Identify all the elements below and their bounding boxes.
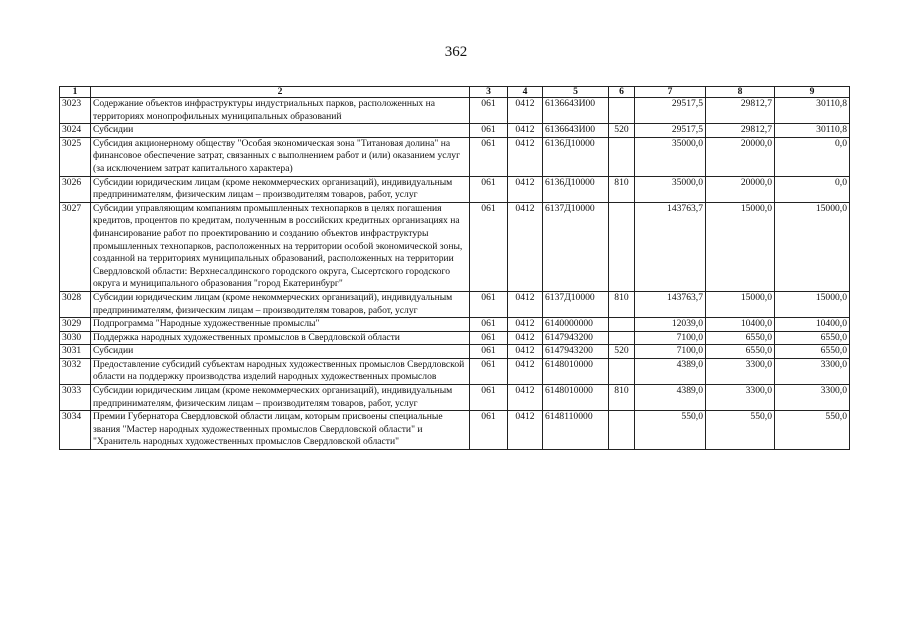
row-number: 3027	[60, 202, 91, 291]
table-row	[60, 318, 850, 332]
section-code: 0412	[508, 411, 543, 450]
row-number: 3033	[60, 385, 91, 411]
amount-col8: 29812,7	[706, 98, 775, 124]
column-header: 6	[609, 87, 635, 98]
section-code: 0412	[508, 202, 543, 291]
ministry-code: 061	[470, 411, 508, 450]
item-name: Поддержка народных художественных промыслов в Свердловской области	[91, 331, 470, 345]
amount-col7: 4389,0	[635, 358, 706, 384]
expense-type-code	[609, 358, 635, 384]
ministry-code: 061	[470, 318, 508, 332]
column-header: 9	[775, 87, 850, 98]
amount-col7: 143763,7	[635, 291, 706, 317]
ministry-code: 061	[470, 176, 508, 202]
target-article-code: 6136643И00	[543, 98, 609, 124]
target-article-code: 6148010000	[543, 385, 609, 411]
expense-type-code	[609, 202, 635, 291]
column-header: 2	[91, 87, 470, 98]
item-name: Субсидии юридическим лицам (кроме некоммерческих организаций), индивидуальным предпринимателям, физическим лицам – производителям товаров, работ, услуг	[91, 385, 470, 411]
amount-col8: 6550,0	[706, 331, 775, 345]
table-row	[60, 291, 850, 317]
row-number: 3030	[60, 331, 91, 345]
amount-col8: 29812,7	[706, 124, 775, 138]
target-article-code: 6148110000	[543, 411, 609, 450]
column-header: 3	[470, 87, 508, 98]
column-header: 1	[60, 87, 91, 98]
expense-type-code: 520	[609, 345, 635, 359]
row-number: 3034	[60, 411, 91, 450]
expense-type-code	[609, 331, 635, 345]
section-code: 0412	[508, 137, 543, 176]
ministry-code: 061	[470, 291, 508, 317]
ministry-code: 061	[470, 331, 508, 345]
target-article-code: 6148010000	[543, 358, 609, 384]
amount-col9: 30110,8	[775, 98, 850, 124]
amount-col9: 3300,0	[775, 385, 850, 411]
row-number: 3032	[60, 358, 91, 384]
amount-col9: 0,0	[775, 176, 850, 202]
item-name: Субсидии	[91, 345, 470, 359]
section-code: 0412	[508, 98, 543, 124]
amount-col8: 15000,0	[706, 291, 775, 317]
amount-col7: 143763,7	[635, 202, 706, 291]
amount-col9: 10400,0	[775, 318, 850, 332]
amount-col7: 35000,0	[635, 176, 706, 202]
budget-table	[59, 86, 850, 450]
item-name: Субсидии управляющим компаниям промышленных технопарков в целях погашения кредитов, процентов по кредитам, полученным в российских кредитных организациях на финансирование работ по проектированию и созданию объектов инфраструктуры промышленных технопарков, расположенных на территории особой экономической зоны, созданной на территориях муниципальных образований, расположенных на территории Свердловской области: Верхнесалдинского городского округа, Сысертского городского округа и муниципального образования "город Екатеринбург"	[91, 202, 470, 291]
table-row	[60, 358, 850, 384]
expense-type-code: 810	[609, 176, 635, 202]
amount-col7: 4389,0	[635, 385, 706, 411]
item-name: Премии Губернатора Свердловской области лицам, которым присвоены специальные звания "Мастер народных художественных промыслов Свердловской области" и "Хранитель народных художественных промыслов Свердловской области"	[91, 411, 470, 450]
item-name: Субсидии	[91, 124, 470, 138]
ministry-code: 061	[470, 137, 508, 176]
section-code: 0412	[508, 385, 543, 411]
column-header: 5	[543, 87, 609, 98]
item-name: Предоставление субсидий субъектам народных художественных промыслов Свердловской области на поддержку производства изделий народных художественных промыслов	[91, 358, 470, 384]
item-name: Подпрограмма "Народные художественные промыслы"	[91, 318, 470, 332]
row-number: 3029	[60, 318, 91, 332]
table-row	[60, 98, 850, 124]
expense-type-code	[609, 318, 635, 332]
table-row	[60, 331, 850, 345]
table-row	[60, 202, 850, 291]
ministry-code: 061	[470, 202, 508, 291]
item-name: Субсидии юридическим лицам (кроме некоммерческих организаций), индивидуальным предпринимателям, физическим лицам – производителям товаров, работ, услуг	[91, 291, 470, 317]
item-name: Содержание объектов инфраструктуры индустриальных парков, расположенных на территориях монопрофильных муниципальных образований	[91, 98, 470, 124]
amount-col8: 3300,0	[706, 385, 775, 411]
expense-type-code	[609, 411, 635, 450]
expense-type-code: 520	[609, 124, 635, 138]
amount-col7: 7100,0	[635, 345, 706, 359]
amount-col9: 15000,0	[775, 202, 850, 291]
table-row	[60, 176, 850, 202]
section-code: 0412	[508, 291, 543, 317]
expense-type-code	[609, 98, 635, 124]
amount-col9: 6550,0	[775, 345, 850, 359]
section-code: 0412	[508, 358, 543, 384]
row-number: 3026	[60, 176, 91, 202]
target-article-code: 6137Д10000	[543, 202, 609, 291]
amount-col8: 550,0	[706, 411, 775, 450]
amount-col9: 3300,0	[775, 358, 850, 384]
column-header: 4	[508, 87, 543, 98]
expense-type-code	[609, 137, 635, 176]
target-article-code: 6147943200	[543, 345, 609, 359]
ministry-code: 061	[470, 385, 508, 411]
ministry-code: 061	[470, 98, 508, 124]
amount-col8: 3300,0	[706, 358, 775, 384]
section-code: 0412	[508, 345, 543, 359]
expense-type-code: 810	[609, 291, 635, 317]
amount-col9: 30110,8	[775, 124, 850, 138]
row-number: 3031	[60, 345, 91, 359]
column-header: 7	[635, 87, 706, 98]
amount-col7: 35000,0	[635, 137, 706, 176]
amount-col9: 550,0	[775, 411, 850, 450]
amount-col9: 0,0	[775, 137, 850, 176]
target-article-code: 6136643И00	[543, 124, 609, 138]
row-number: 3025	[60, 137, 91, 176]
amount-col7: 12039,0	[635, 318, 706, 332]
amount-col8: 6550,0	[706, 345, 775, 359]
ministry-code: 061	[470, 358, 508, 384]
amount-col8: 20000,0	[706, 137, 775, 176]
amount-col7: 7100,0	[635, 331, 706, 345]
target-article-code: 6136Д10000	[543, 137, 609, 176]
amount-col7: 29517,5	[635, 98, 706, 124]
amount-col8: 20000,0	[706, 176, 775, 202]
page-number: 362	[444, 44, 468, 60]
amount-col7: 550,0	[635, 411, 706, 450]
row-number: 3028	[60, 291, 91, 317]
expense-type-code: 810	[609, 385, 635, 411]
table-row	[60, 124, 850, 138]
column-header: 8	[706, 87, 775, 98]
section-code: 0412	[508, 318, 543, 332]
amount-col9: 6550,0	[775, 331, 850, 345]
amount-col8: 10400,0	[706, 318, 775, 332]
target-article-code: 6137Д10000	[543, 291, 609, 317]
section-code: 0412	[508, 124, 543, 138]
table-row	[60, 411, 850, 450]
row-number: 3023	[60, 98, 91, 124]
ministry-code: 061	[470, 124, 508, 138]
target-article-code: 6136Д10000	[543, 176, 609, 202]
table-row	[60, 385, 850, 411]
amount-col8: 15000,0	[706, 202, 775, 291]
row-number: 3024	[60, 124, 91, 138]
section-code: 0412	[508, 176, 543, 202]
section-code: 0412	[508, 331, 543, 345]
amount-col9: 15000,0	[775, 291, 850, 317]
item-name: Субсидия акционерному обществу "Особая экономическая зона "Титановая долина" на финансовое обеспечение затрат, связанных с выполнением работ и (или) оказанием услуг (за исключением затрат капитального характера)	[91, 137, 470, 176]
table-row	[60, 345, 850, 359]
table-row	[60, 137, 850, 176]
ministry-code: 061	[470, 345, 508, 359]
target-article-code: 6140000000	[543, 318, 609, 332]
amount-col7: 29517,5	[635, 124, 706, 138]
target-article-code: 6147943200	[543, 331, 609, 345]
item-name: Субсидии юридическим лицам (кроме некоммерческих организаций), индивидуальным предпринимателям, физическим лицам – производителям товаров, работ, услуг	[91, 176, 470, 202]
header-row	[60, 87, 850, 98]
